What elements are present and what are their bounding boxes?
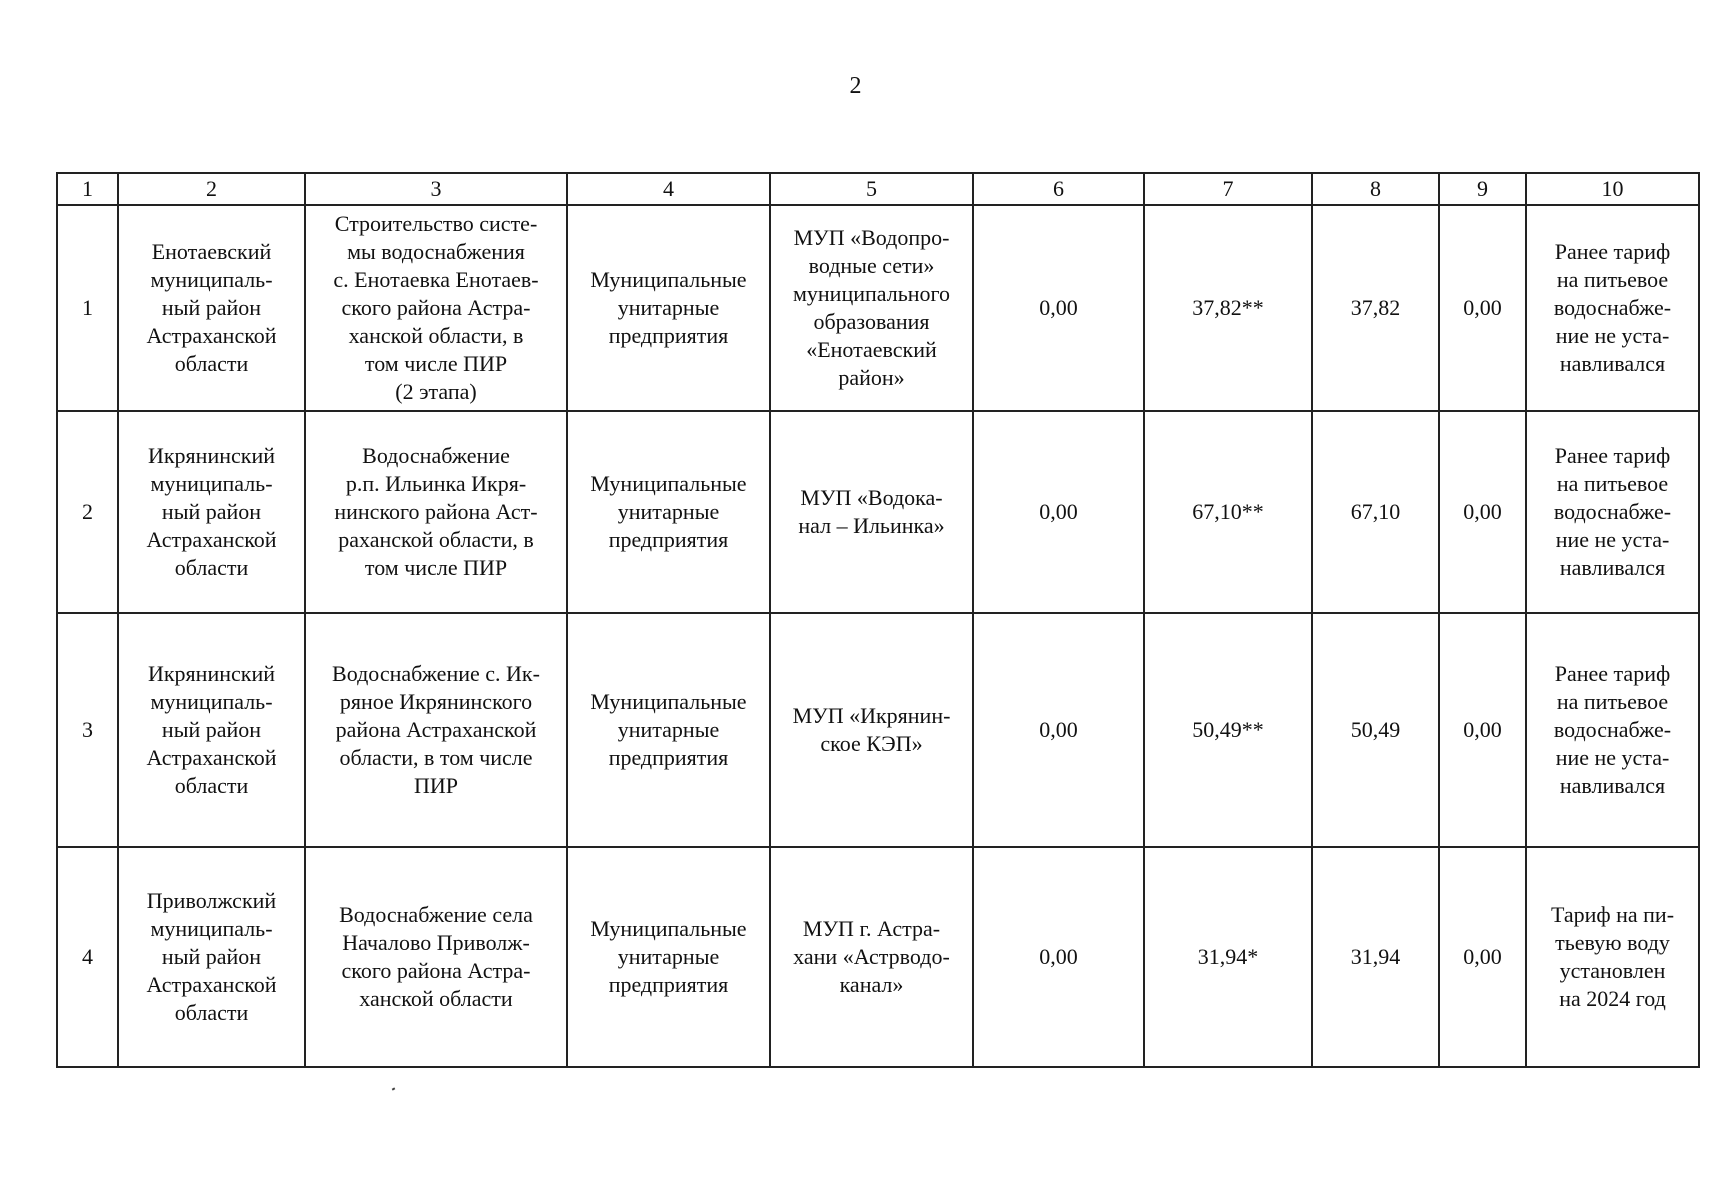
tariff-table bbox=[56, 172, 1700, 1068]
column-number-cell: 4 bbox=[567, 173, 770, 205]
value-cell-7: 37,82** bbox=[1144, 205, 1312, 411]
scan-artifact-mark bbox=[392, 1087, 396, 1090]
column-number-cell: 3 bbox=[305, 173, 567, 205]
value-cell-6: 0,00 bbox=[973, 847, 1144, 1067]
value-cell-7: 50,49** bbox=[1144, 613, 1312, 847]
org-type-cell: Муниципальные унитарные предприятия bbox=[567, 205, 770, 411]
note-cell: Ранее тариф на питьевое водоснабже- ние не уста- навливался bbox=[1526, 613, 1699, 847]
column-number-cell: 8 bbox=[1312, 173, 1439, 205]
value-cell-6: 0,00 bbox=[973, 205, 1144, 411]
value-cell-9: 0,00 bbox=[1439, 847, 1526, 1067]
table-row bbox=[57, 613, 1699, 847]
value-cell-8: 31,94 bbox=[1312, 847, 1439, 1067]
table-row bbox=[57, 847, 1699, 1067]
organization-cell: МУП «Водока- нал – Ильинка» bbox=[770, 411, 973, 613]
project-cell: Водоснабжение р.п. Ильинка Икря- нинского района Аст- раханской области, в том числе ПИР bbox=[305, 411, 567, 613]
row-number-cell: 4 bbox=[57, 847, 118, 1067]
row-number-cell: 2 bbox=[57, 411, 118, 613]
district-cell: Икрянинский муниципаль- ный район Астраханской области bbox=[118, 411, 305, 613]
org-type-cell: Муниципальные унитарные предприятия bbox=[567, 613, 770, 847]
district-cell: Енотаевский муниципаль- ный район Астраханской области bbox=[118, 205, 305, 411]
project-cell: Строительство систе- мы водоснабжения с. Енотаевка Енотаев- ского района Астра- ханской области, в том числе ПИР (2 этапа) bbox=[305, 205, 567, 411]
row-number-cell: 3 bbox=[57, 613, 118, 847]
value-cell-7: 67,10** bbox=[1144, 411, 1312, 613]
org-type-cell: Муниципальные унитарные предприятия bbox=[567, 411, 770, 613]
note-cell: Тариф на пи- тьевую воду установлен на 2024 год bbox=[1526, 847, 1699, 1067]
value-cell-8: 50,49 bbox=[1312, 613, 1439, 847]
column-number-cell: 2 bbox=[118, 173, 305, 205]
table-row bbox=[57, 411, 1699, 613]
note-cell: Ранее тариф на питьевое водоснабже- ние не уста- навливался bbox=[1526, 205, 1699, 411]
organization-cell: МУП «Икрянин- ское КЭП» bbox=[770, 613, 973, 847]
value-cell-8: 67,10 bbox=[1312, 411, 1439, 613]
page-number: 2 bbox=[849, 73, 862, 99]
project-cell: Водоснабжение с. Ик- ряное Икрянинского района Астраханской области, в том числе ПИР bbox=[305, 613, 567, 847]
value-cell-9: 0,00 bbox=[1439, 205, 1526, 411]
project-cell: Водоснабжение села Началово Приволж- ского района Астра- ханской области bbox=[305, 847, 567, 1067]
column-number-cell: 6 bbox=[973, 173, 1144, 205]
value-cell-9: 0,00 bbox=[1439, 411, 1526, 613]
district-cell: Икрянинский муниципаль- ный район Астраханской области bbox=[118, 613, 305, 847]
column-number-cell: 7 bbox=[1144, 173, 1312, 205]
column-number-cell: 9 bbox=[1439, 173, 1526, 205]
column-number-cell: 5 bbox=[770, 173, 973, 205]
value-cell-8: 37,82 bbox=[1312, 205, 1439, 411]
value-cell-9: 0,00 bbox=[1439, 613, 1526, 847]
column-number-cell: 10 bbox=[1526, 173, 1699, 205]
column-number-cell: 1 bbox=[57, 173, 118, 205]
column-number-row bbox=[57, 173, 1699, 205]
organization-cell: МУП г. Астра- хани «Астрводо- канал» bbox=[770, 847, 973, 1067]
table-row bbox=[57, 205, 1699, 411]
org-type-cell: Муниципальные унитарные предприятия bbox=[567, 847, 770, 1067]
row-number-cell: 1 bbox=[57, 205, 118, 411]
value-cell-6: 0,00 bbox=[973, 613, 1144, 847]
value-cell-7: 31,94* bbox=[1144, 847, 1312, 1067]
district-cell: Приволжский муниципаль- ный район Астраханской области bbox=[118, 847, 305, 1067]
note-cell: Ранее тариф на питьевое водоснабже- ние не уста- навливался bbox=[1526, 411, 1699, 613]
value-cell-6: 0,00 bbox=[973, 411, 1144, 613]
organization-cell: МУП «Водопро- водные сети» муниципального образования «Енотаевский район» bbox=[770, 205, 973, 411]
